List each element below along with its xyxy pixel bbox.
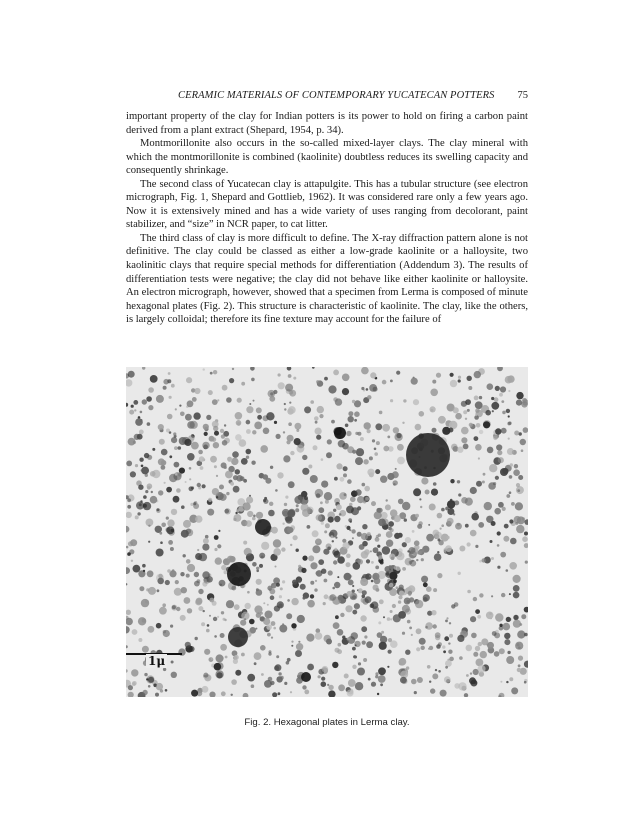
scale-bar-label: 1μ <box>148 654 166 668</box>
electron-micrograph <box>126 367 528 697</box>
running-title: CERAMIC MATERIALS OF CONTEMPORARY YUCATECAN POTTERS <box>178 90 495 101</box>
body-text <box>126 110 528 327</box>
micrograph-image <box>126 367 528 697</box>
paragraph-4: The third class of clay is more difficult to define. The X-ray diffraction pattern alone is not definitive. The clay could be classed as either a low-grade kaolinite or a halloysite, two kaolinitic clays that require special methods for differentiation (Addendum 3). The results of differentiation tests were negative; the clay did not behave like either kaolinite or halloysite. An electron micrograph, however, showed that a specimen from Lerma is composed of minute hexagonal plates (Fig. 2). This structure is characteristic of kaolinite. The clay, like the others, is largely colloidal; therefore its fine texture may account for the failure of <box>126 232 528 326</box>
figure-caption: Fig. 2. Hexagonal plates in Lerma clay. <box>244 717 410 728</box>
paragraph-2: Montmorillonite also occurs in the so-called mixed-layer clays. The clay mineral with which the montmorillonite is combined (kaolinite) doubtless reduces its swelling capacity and consequently shrinkage. <box>126 138 528 177</box>
paragraph-1: important property of the clay for Indian potters is its power to hold on firing a carbon paint derived from a plant extract (Shepard, 1954, p. 34). <box>126 111 528 136</box>
page-number: 75 <box>517 90 528 101</box>
paragraph-3: The second class of Yucatecan clay is attapulgite. This has a tubular structure (see electron micrograph, Fig. 1, Shepard and Gottlieb, 1962). It was considered rare only a few years ago. Now it is extensively mined and has a wide variety of uses ranging from decolorant, paint stabilizer, and “size” in NCR paper, to cat litter. <box>126 178 528 231</box>
